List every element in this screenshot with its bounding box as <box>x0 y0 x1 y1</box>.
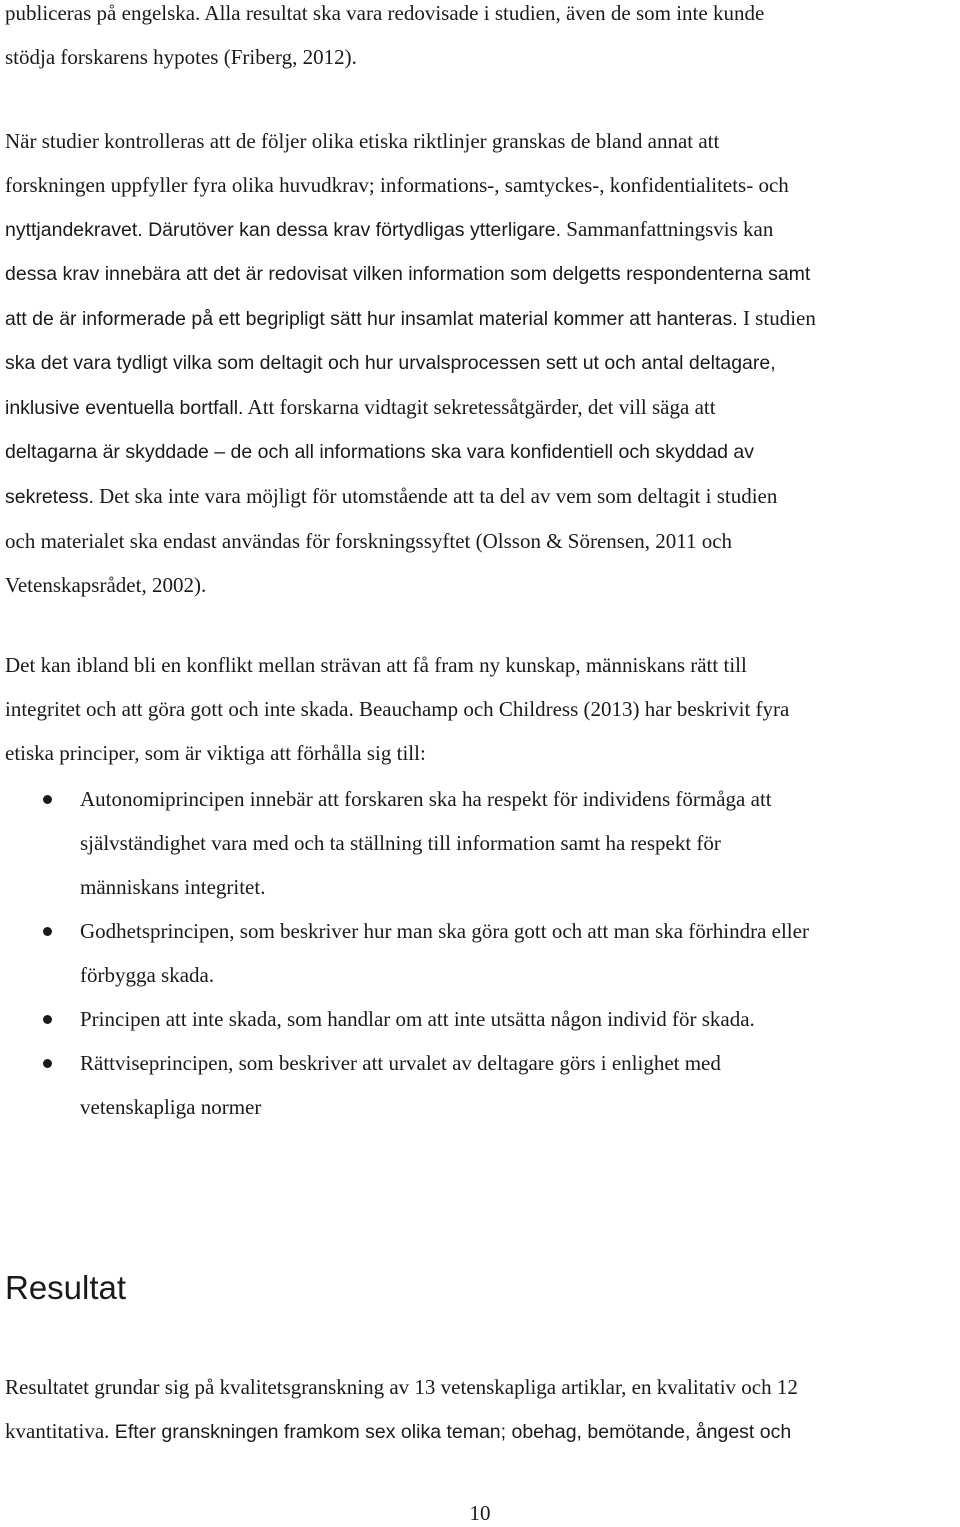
text-line: självständighet vara med och ta ställning till information samt ha respekt för <box>80 831 721 855</box>
text-line: dessa krav innebära att det är redovisat vilken information som delgetts respondenterna samt <box>5 263 811 285</box>
text-run: I studien <box>737 306 816 330</box>
text-run: Beauchamp och Childress (2013) har beskrivit fyra <box>353 697 790 721</box>
paragraph-results <box>5 1365 957 1454</box>
text-run-sans: sekretess. <box>5 486 94 508</box>
text-line: människans integritet. <box>80 875 266 899</box>
text-line <box>5 687 957 731</box>
text-line: När studier kontrolleras att de följer olika etiska riktlinjer granskas de bland annat att <box>5 129 720 153</box>
list-item <box>0 909 960 997</box>
text-line: Vetenskapsrådet, 2002). <box>5 573 207 597</box>
section-heading: Resultat <box>5 1269 127 1306</box>
text-line: stödja forskarens hypotes (Friberg, 2012). <box>5 45 357 69</box>
text-line <box>5 296 957 341</box>
bullet-icon <box>43 1059 52 1068</box>
text-line: förbygga skada. <box>80 963 215 987</box>
text-line <box>5 207 957 252</box>
paragraph-continuation <box>5 0 957 79</box>
text-run: kvantitativa. <box>5 1419 110 1443</box>
text-line: och materialet ska endast användas för forskningssyftet (Olsson & Sörensen, 2011 och <box>5 529 733 553</box>
principles-bullet-list <box>0 777 960 1129</box>
text-run-sans: inklusive eventuella bortfall. <box>5 397 244 419</box>
paragraph-principles-intro <box>5 643 957 775</box>
text-line: forskningen uppfyller fyra olika huvudkrav; informations-, samtyckes-, konfidentialitets- och <box>5 173 789 197</box>
text-line: Godhetsprincipen, som beskriver hur man ska göra gott och att man ska förhindra eller <box>80 919 809 943</box>
text-line <box>5 474 957 519</box>
text-run: Sammanfattningsvis kan <box>561 217 774 241</box>
text-run-sans: Efter granskningen framkom sex olika teman; obehag, bemötande, ångest och <box>109 1421 792 1443</box>
page-number: 10 <box>469 1501 491 1525</box>
text-line: etiska principer, som är viktiga att förhålla sig till: <box>5 741 426 765</box>
text-line: publiceras på engelska. Alla resultat ska vara redovisade i studien, även de som inte kunde <box>5 1 765 25</box>
bullet-icon <box>43 795 52 804</box>
list-item <box>0 1041 960 1129</box>
text-line: Resultatet grundar sig på kvalitetsgranskning av 13 vetenskapliga artiklar, en kvalitativ och 12 <box>5 1375 798 1399</box>
text-line: Principen att inte skada, som handlar om att inte utsätta någon individ för skada. <box>80 1007 755 1031</box>
text-run: integritet och att göra gott och inte skada. <box>5 697 354 721</box>
text-line <box>5 385 957 430</box>
text-run-sans: nyttjandekravet. Därutöver kan dessa krav förtydligas ytterligare. <box>5 219 562 241</box>
text-line: deltagarna är skyddade – de och all informations ska vara konfidentiell och skyddad av <box>5 441 755 463</box>
list-item <box>0 777 960 909</box>
paragraph-ethics-review <box>5 119 957 607</box>
text-run: Att forskarna vidtagit sekretessåtgärder, det vill säga att <box>243 395 716 419</box>
text-line: Autonomiprincipen innebär att forskaren ska ha respekt för individens förmåga att <box>80 787 772 811</box>
text-line: vetenskapliga normer <box>80 1095 262 1119</box>
text-run: Det ska inte vara möjligt för utomstående att ta del av vem som deltagit i studien <box>93 484 778 508</box>
list-item <box>0 997 960 1041</box>
text-line: ska det vara tydligt vilka som deltagit och hur urvalsprocessen sett ut och antal deltagare, <box>5 352 776 374</box>
text-line: Rättviseprincipen, som beskriver att urvalet av deltagare görs i enlighet med <box>80 1051 721 1075</box>
text-line <box>5 1409 957 1454</box>
text-run-sans: att de är informerade på ett begripligt sätt hur insamlat material kommer att hanteras. <box>5 308 738 330</box>
bullet-icon <box>43 927 52 936</box>
bullet-icon <box>43 1015 52 1024</box>
text-line: Det kan ibland bli en konflikt mellan strävan att få fram ny kunskap, människans rätt till <box>5 653 747 677</box>
